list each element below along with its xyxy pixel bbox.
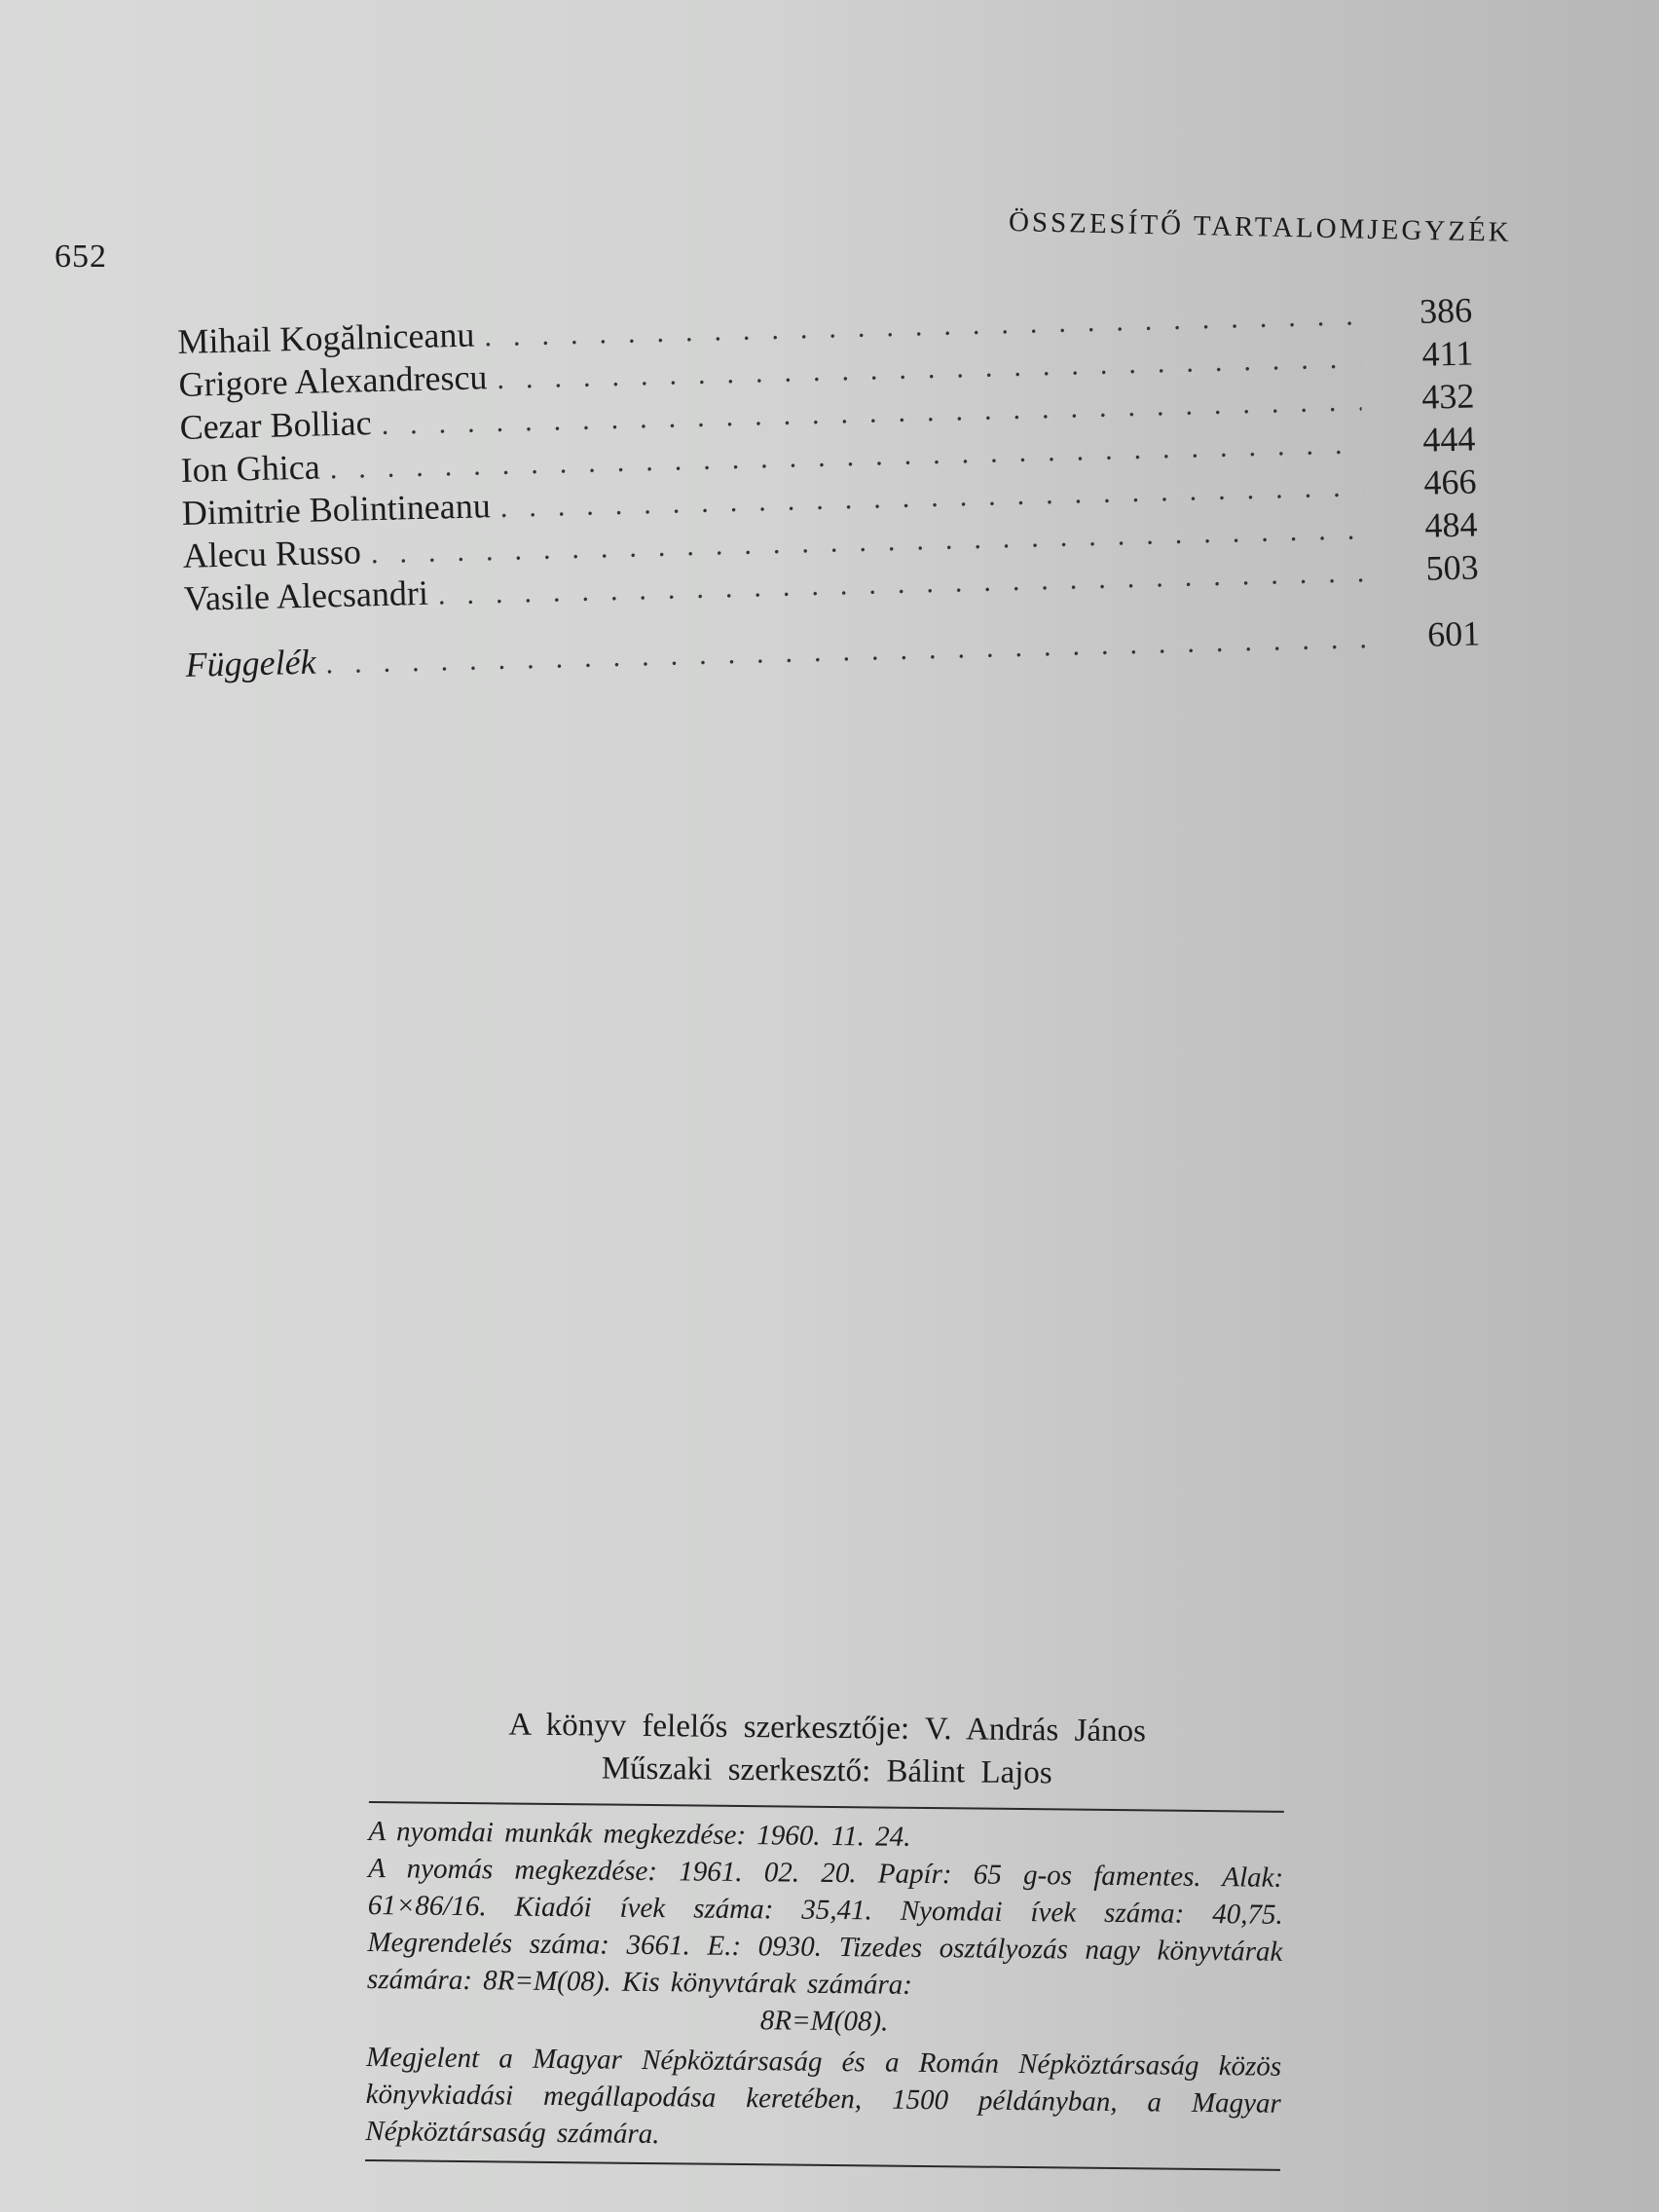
print-specs-paragraph: A nyomás megkezdése: 1961. 02. 20. Papír: 65 g-os famentes. Alak: 61×86/16. Kiadói ívek száma: 35,41. Nyomdai ívek száma: 40,75. Megrendelés száma: 3661. E.: 0930. Tizedes osztályozás nagy könyvtárak számára: 8R=M(08). Kis könyvtárak számára: xyxy=(366,1852,1284,2001)
toc-entry-page: 484 xyxy=(1424,504,1478,545)
running-head: ÖSSZESÍTŐ TARTALOMJEGYZÉK xyxy=(1008,206,1513,248)
toc-appendix-title: Függelék xyxy=(185,642,317,684)
toc-entry-page: 386 xyxy=(1419,290,1473,331)
divider xyxy=(369,1801,1284,1813)
imprint xyxy=(365,1702,1285,2171)
toc-entry-title: Dimitrie Bolintineanu xyxy=(181,486,492,533)
classification-line: 8R=M(08). xyxy=(759,2005,889,2038)
page-number: 652 xyxy=(55,239,107,275)
toc-entry-page: 503 xyxy=(1425,547,1480,588)
printing-details xyxy=(365,1813,1284,2159)
toc-entry-title: Mihail Kogălniceanu xyxy=(177,314,475,361)
dot-leader xyxy=(325,622,1368,681)
toc-entry-page: 432 xyxy=(1420,376,1475,417)
toc-entry-title: Vasile Alecsandri xyxy=(183,572,429,618)
editor-line: A könyv felelős szerkesztője: V. András János xyxy=(508,1707,1147,1750)
toc-entry-page: 444 xyxy=(1421,419,1476,460)
toc-appendix-page: 601 xyxy=(1426,613,1481,654)
toc-entry-page: 466 xyxy=(1422,461,1477,502)
toc-entry-page: 411 xyxy=(1421,333,1474,374)
table-of-contents xyxy=(177,290,1481,687)
toc-entry-appendix xyxy=(185,612,1481,686)
toc-entry-title: Alecu Russo xyxy=(182,532,362,575)
print-start-line: A nyomdai munkák megkezdése: 1960. 11. 24. xyxy=(368,1815,911,1853)
divider xyxy=(365,2159,1280,2171)
publication-note: Megjelent a Magyar Népköztársaság és a Román Népköztársaság közös könyvkiadási megállapodása keretében, 1500 példányban, a Magyar Népköztársaság számára. xyxy=(365,2041,1282,2151)
toc-entry-title: Grigore Alexandrescu xyxy=(178,357,488,404)
technical-editor-line: Műszaki szerkesztő: Bálint Lajos xyxy=(601,1751,1052,1791)
toc-entry-title: Ion Ghica xyxy=(180,447,321,490)
toc-entry-title: Cezar Bolliac xyxy=(179,403,373,447)
